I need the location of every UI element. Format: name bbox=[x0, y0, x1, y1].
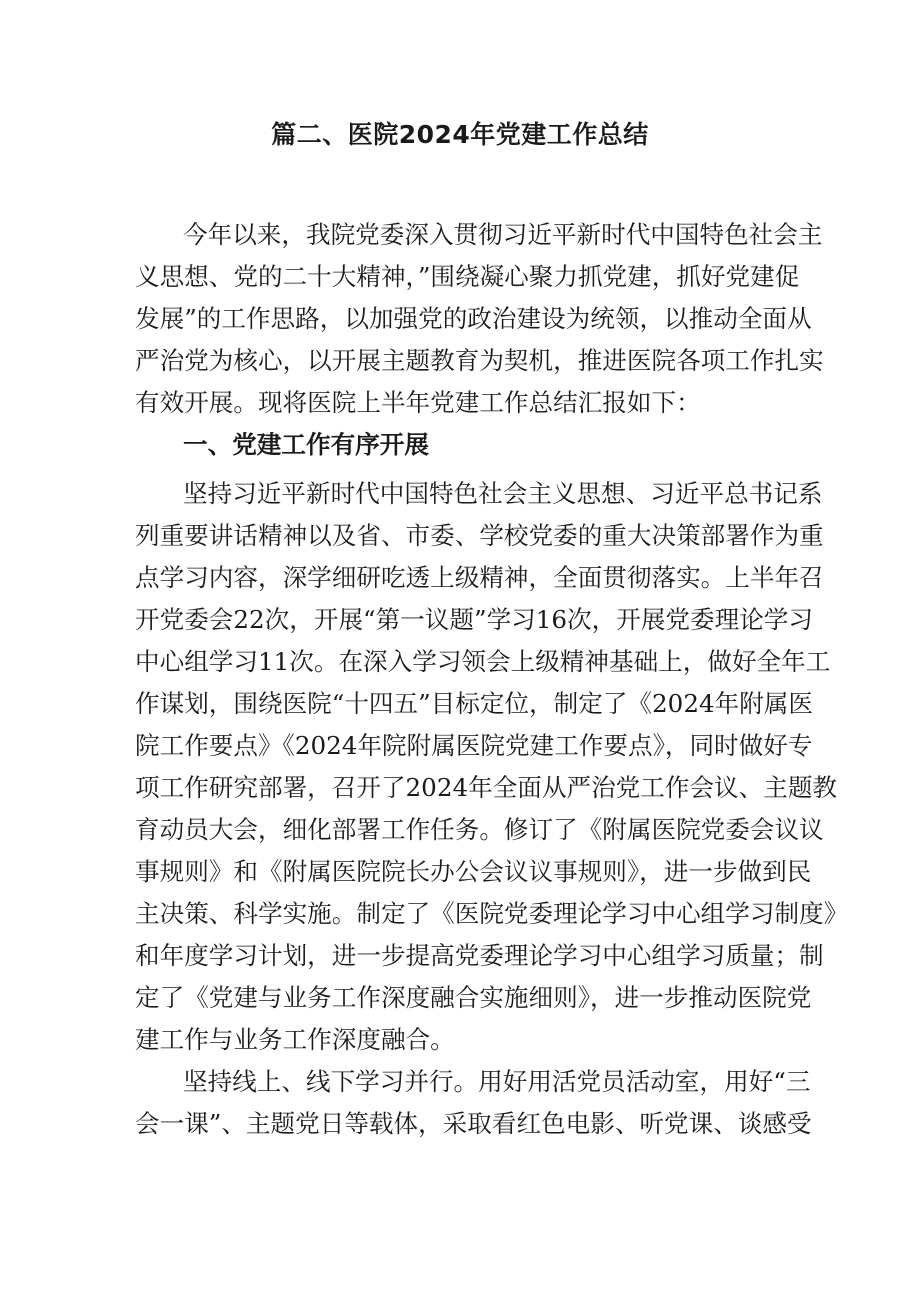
paragraph-3-line-2: 会一课”、主题党日等载体，采取看红色电影、听党课、谈感受 bbox=[135, 1109, 812, 1138]
paragraph-2-line-12: 和年度学习计划，进一步提高党委理论学习中心组学习质量；制 bbox=[135, 941, 824, 970]
paragraph-2-line-14: 建工作与业务工作深度融合。 bbox=[135, 1025, 455, 1054]
intro-line-1: 今年以来，我院党委深入贯彻习近平新时代中国特色社会主 bbox=[183, 220, 823, 249]
paragraph-3-line-1: 坚持线上、线下学习并行。用好用活党员活动室，用好“三 bbox=[183, 1067, 811, 1096]
intro-line-3: 发展”的工作思路，以加强党的政治建设为统领，以推动全面从 bbox=[135, 304, 812, 333]
paragraph-2-line-1: 坚持习近平新时代中国特色社会主义思想、习近平总书记系 bbox=[183, 479, 823, 508]
paragraph-2-line-3: 点学习内容，深学细研吃透上级精神，全面贯彻落实。上半年召 bbox=[135, 563, 824, 592]
paragraph-2-line-13: 定了《党建与业务工作深度融合实施细则》，进一步推动医院党 bbox=[135, 983, 812, 1012]
paragraph-2-line-7: 院工作要点》《2024年院附属医院党建工作要点》，同时做好专 bbox=[135, 731, 813, 760]
paragraph-2-line-8: 项工作研究部署，召开了2024年全面从严治党工作会议、主题教 bbox=[135, 773, 838, 802]
intro-line-4: 严治党为核心，以开展主题教育为契机，推进医院各项工作扎实 bbox=[135, 346, 824, 375]
paragraph-2-line-9: 育动员大会，细化部署工作任务。修订了《附属医院党委会议议 bbox=[135, 815, 824, 844]
paragraph-2-line-2: 列重要讲话精神以及省、市委、学校党委的重大决策部署作为重 bbox=[135, 521, 824, 550]
intro-line-5: 有效开展。现将医院上半年党建工作总结汇报如下： bbox=[135, 388, 701, 417]
intro-line-2: 义思想、党的二十大精神，”围绕凝心聚力抓党建，抓好党建促 bbox=[135, 262, 800, 291]
section-heading: 一、党建工作有序开展 bbox=[183, 430, 429, 459]
paragraph-2-line-4: 开党委会22次，开展“第一议题”学习16次，开展党委理论学习 bbox=[135, 605, 813, 634]
paragraph-2-line-5: 中心组学习11次。在深入学习领会上级精神基础上，做好全年工 bbox=[135, 647, 831, 676]
document-title: 篇二、医院2024年党建工作总结 bbox=[271, 120, 649, 149]
paragraph-2-line-11: 主决策、科学实施。制定了《医院党委理论学习中心组学习制度》 bbox=[135, 899, 849, 928]
paragraph-2-line-6: 作谋划，围绕医院“十四五”目标定位，制定了《2024年附属医 bbox=[135, 689, 813, 718]
paragraph-2-line-10: 事规则》和《附属医院院长办公会议议事规则》，进一步做到民 bbox=[135, 857, 812, 886]
